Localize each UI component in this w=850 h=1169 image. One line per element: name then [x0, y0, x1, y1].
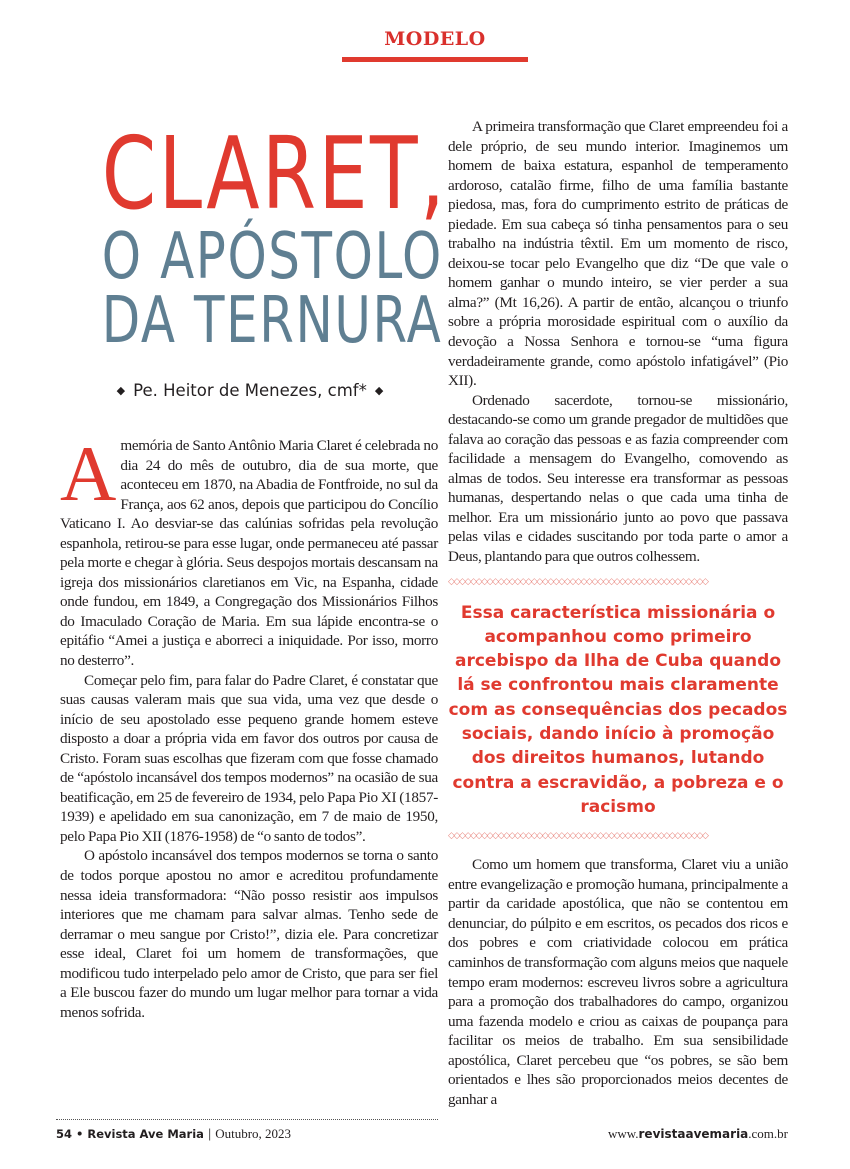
diamond-divider-bottom: ◇◇◇◇◇◇◇◇◇◇◇◇◇◇◇◇◇◇◇◇◇◇◇◇◇◇◇◇◇◇◇◇◇◇◇◇◇◇◇◇◇◇◇◇◇◇◇	[448, 831, 708, 842]
section-bar	[342, 57, 528, 62]
footer-left	[56, 1126, 291, 1142]
title-line-1: CLARET,	[101, 115, 448, 232]
paragraph: Começar pelo fim, para falar do Padre Claret, é constatar que suas causas valeram mais que sua vida, uma vez que desde o início de seu apostolado esse pequeno grande homem esteve disposto a doar a própria vida em favor dos outros por causa de Cristo. Foram suas escolhas que fizeram com que fosse chamado de “apóstolo incansável dos tempos modernos” na ocasião de sua beatificação, em 25 de fevereiro de 1934, pelo Papa Pio XI (1857-1939) e apelidado em sua canonização, em 7 de maio de 1950, pelo Papa Pio XII (1876-1958) de “o santo de todos”.	[60, 671, 438, 845]
url-prefix: www.	[607, 1126, 639, 1141]
drop-cap: A	[60, 430, 117, 517]
author: Pe. Heitor de Menezes, cmf*	[133, 381, 367, 400]
footer-separator: |	[207, 1127, 212, 1141]
paragraph: O apóstolo incansável dos tempos modernos se torna o santo de todos porque apostou no amor e acreditou profundamente nessa ideia transformadora: “Não posso resistir aos impulsos interiores que me chamam para salvar almas. Tenho sede de derramar o meu sangue por Cristo!”, dizia ele. Para concretizar esse ideal, Claret foi um homem de transformações, que modificou tudo interpelado pelo amor de Cristo, que para ser fiel a Ele buscou fazer do mundo um lugar melhor para tornar a vida menos sofrida.	[60, 847, 438, 1021]
byline	[60, 381, 440, 400]
diamond-icon: ◆	[374, 384, 384, 397]
paragraph: Ordenado sacerdote, tornou-se missionário, destacando-se como um grande pregador de multidões que falava ao coração das pessoas e as fazia compreender com facilidade a mensagem do Evangelho, comovendo as almas de todos. Seu interesse era transformar as pessoas humanas, despertando nelas o que cada uma tinha de melhor. Era um missionário junto ao povo que passava pelas vilas e cidades suscitando por toda parte o amor a Deus, plantando para que outros colhessem.	[448, 391, 788, 566]
paragraph: Como um homem que transforma, Claret viu a união entre evangelização e promoção humana, principalmente a partir da caridade apostólica, que não se contentou em denunciar, do púlpito e em escritos, os pecados dos ricos e dos pobres e com criatividade colocou em prática caminhos de transformação com alguns meios que naquele tempo eram modernos: escreveu livros sobre a agricultura para a promoção dos trabalhadores do campo, organizou uma fazenda modelo e criou as caixas de poupança para facilitar os meios de trabalho. Em sua sensibilidade apostólica, Claret percebeu que “os pobres, se são bem orientados e lhes são proporcionados meios decentes de ganhar a	[448, 856, 788, 1108]
footer-url	[608, 1126, 788, 1142]
footer-rule	[56, 1119, 438, 1120]
section-label: MODELO	[384, 28, 486, 50]
paragraph: A primeira transformação que Claret empreendeu foi a dele próprio, de seu mundo interior. Imaginemos um homem de baixa estatura, espanhol de temperamento ardoroso, catalão firme, filho de uma família bastante piedosa, mas, fora do cumprimento estrito de práticas de piedade. Em sua cabeça só tinha pensamentos para o seu trabalho na indústria têxtil. Em um momento de risco, deixou-se tocar pelo Evangelho que diz “De que vale o homem ganhar o mundo inteiro, se vier perder a sua alma?” (Mt 16,26). A partir de então, alcançou o triunfo sobre a própria morosidade espiritual com o auxílio da devoção a Nossa Senhora e tornou-se “uma figura verdadeiramente grande, como apóstolo infatigável” (Pio XII).	[448, 118, 788, 390]
right-column	[448, 117, 788, 1109]
url-domain: revistaavemaria	[638, 1127, 749, 1141]
title-line-2: O APÓSTOLO	[101, 220, 443, 294]
pull-quote: Essa característica missionária o acompanhou como primeiro arcebispo da Ilha de Cuba quando lá se confrontou mais claramente com as consequências dos pecados sociais, dando início à promoção dos direitos humanos, lutando contra a escravidão, a pobreza e o racismo	[448, 602, 788, 817]
title-line-3: DA TERNURA	[101, 284, 443, 358]
paragraph-text: memória de Santo Antônio Maria Claret é celebrada no dia 24 do mês de outubro, dia de sua morte, que aconteceu em 1870, na Abadia de Fontfroide, no sul da França, aos 62 anos, depois que participou do Concílio Vaticano I. Ao desviar-se das calúnias sofridas pela revolução espanhola, retirou-se para esse lugar, onde permaneceu até passar pela morte e chegar à glória. Seus despojos mortais descansam na igreja dos missionários claretianos em Vic, na Espanha, cidade onde fundou, em 1849, a Congregação dos Missionários Filhos do Imaculado Coração de Maria. Em sua lápide encontra-se o epitáfio “Amei a justiça e aborreci a iniquidade. Por isso, morro no desterro”.	[60, 437, 438, 670]
diamond-divider-top: ◇◇◇◇◇◇◇◇◇◇◇◇◇◇◇◇◇◇◇◇◇◇◇◇◇◇◇◇◇◇◇◇◇◇◇◇◇◇◇◇◇◇◇◇◇◇◇	[448, 576, 708, 587]
issue-date: Outubro, 2023	[215, 1126, 292, 1141]
paragraph	[60, 430, 438, 671]
diamond-icon: ◆	[116, 384, 126, 397]
url-suffix: .com.br	[748, 1126, 788, 1141]
left-column	[60, 430, 438, 1022]
footer	[0, 1119, 850, 1159]
page-number: 54 • Revista Ave Maria	[56, 1127, 204, 1141]
